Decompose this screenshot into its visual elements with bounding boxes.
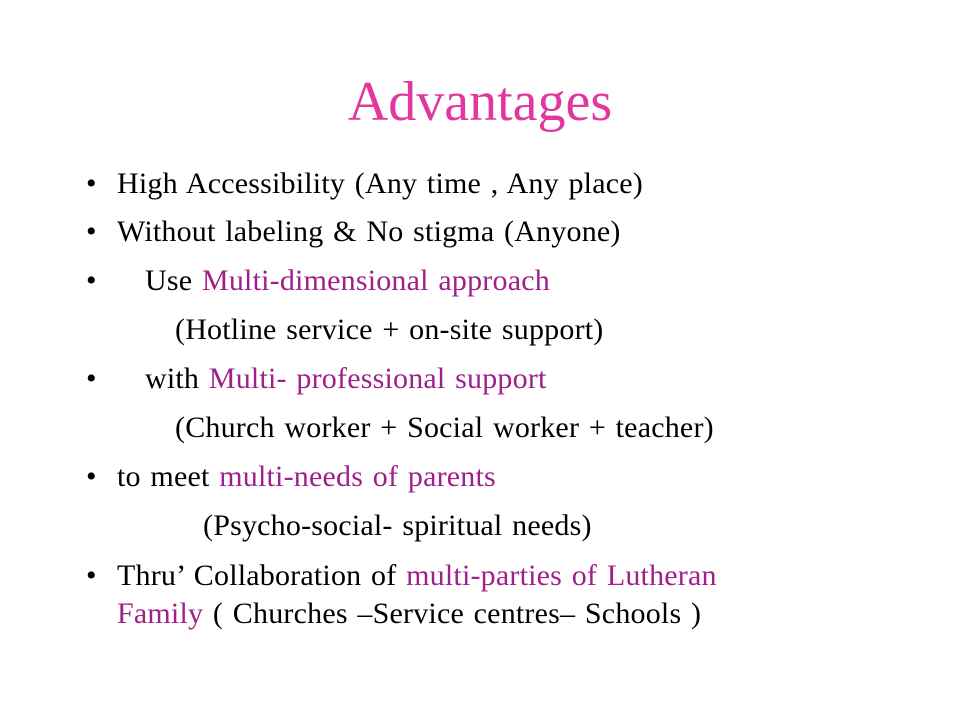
bullet-marker: • xyxy=(86,264,97,297)
bullet-marker: • xyxy=(86,362,97,395)
text-plain: ( Churches –Service centres– Schools ) xyxy=(203,597,702,630)
text-plain: Use xyxy=(145,264,202,297)
bullet-text xyxy=(117,559,717,593)
bullet-text xyxy=(145,362,547,396)
text-highlight: Family xyxy=(117,597,204,630)
bullet-marker: • xyxy=(86,167,97,200)
text-highlight: Multi-dimensional approach xyxy=(201,264,550,297)
text-plain: to meet xyxy=(117,460,220,493)
bullet-marker: • xyxy=(86,460,97,493)
bullet-text xyxy=(145,264,550,298)
bullet-marker: • xyxy=(86,215,97,248)
bullet-marker: • xyxy=(86,559,97,592)
bullet-text-wrap xyxy=(117,597,701,631)
text-highlight: Multi- professional support xyxy=(208,362,547,395)
text-plain: Thru’ Collaboration of xyxy=(117,559,407,592)
text-plain: with xyxy=(145,362,209,395)
bullet-subtext: (Hotline service + on-site support) xyxy=(175,313,604,346)
bullet-text xyxy=(117,460,496,494)
bullet-subtext: (Church worker + Social worker + teacher) xyxy=(175,411,714,444)
text-highlight: multi-needs of parents xyxy=(219,460,496,493)
slide-title: Advantages xyxy=(347,71,613,133)
text-highlight: multi-parties of Lutheran xyxy=(406,559,717,592)
bullet-text: Without labeling & No stigma (Anyone) xyxy=(117,215,621,248)
bullet-text: High Accessibility (Any time , Any place) xyxy=(117,167,643,200)
bullet-subtext: (Psycho-social- spiritual needs) xyxy=(203,509,592,542)
